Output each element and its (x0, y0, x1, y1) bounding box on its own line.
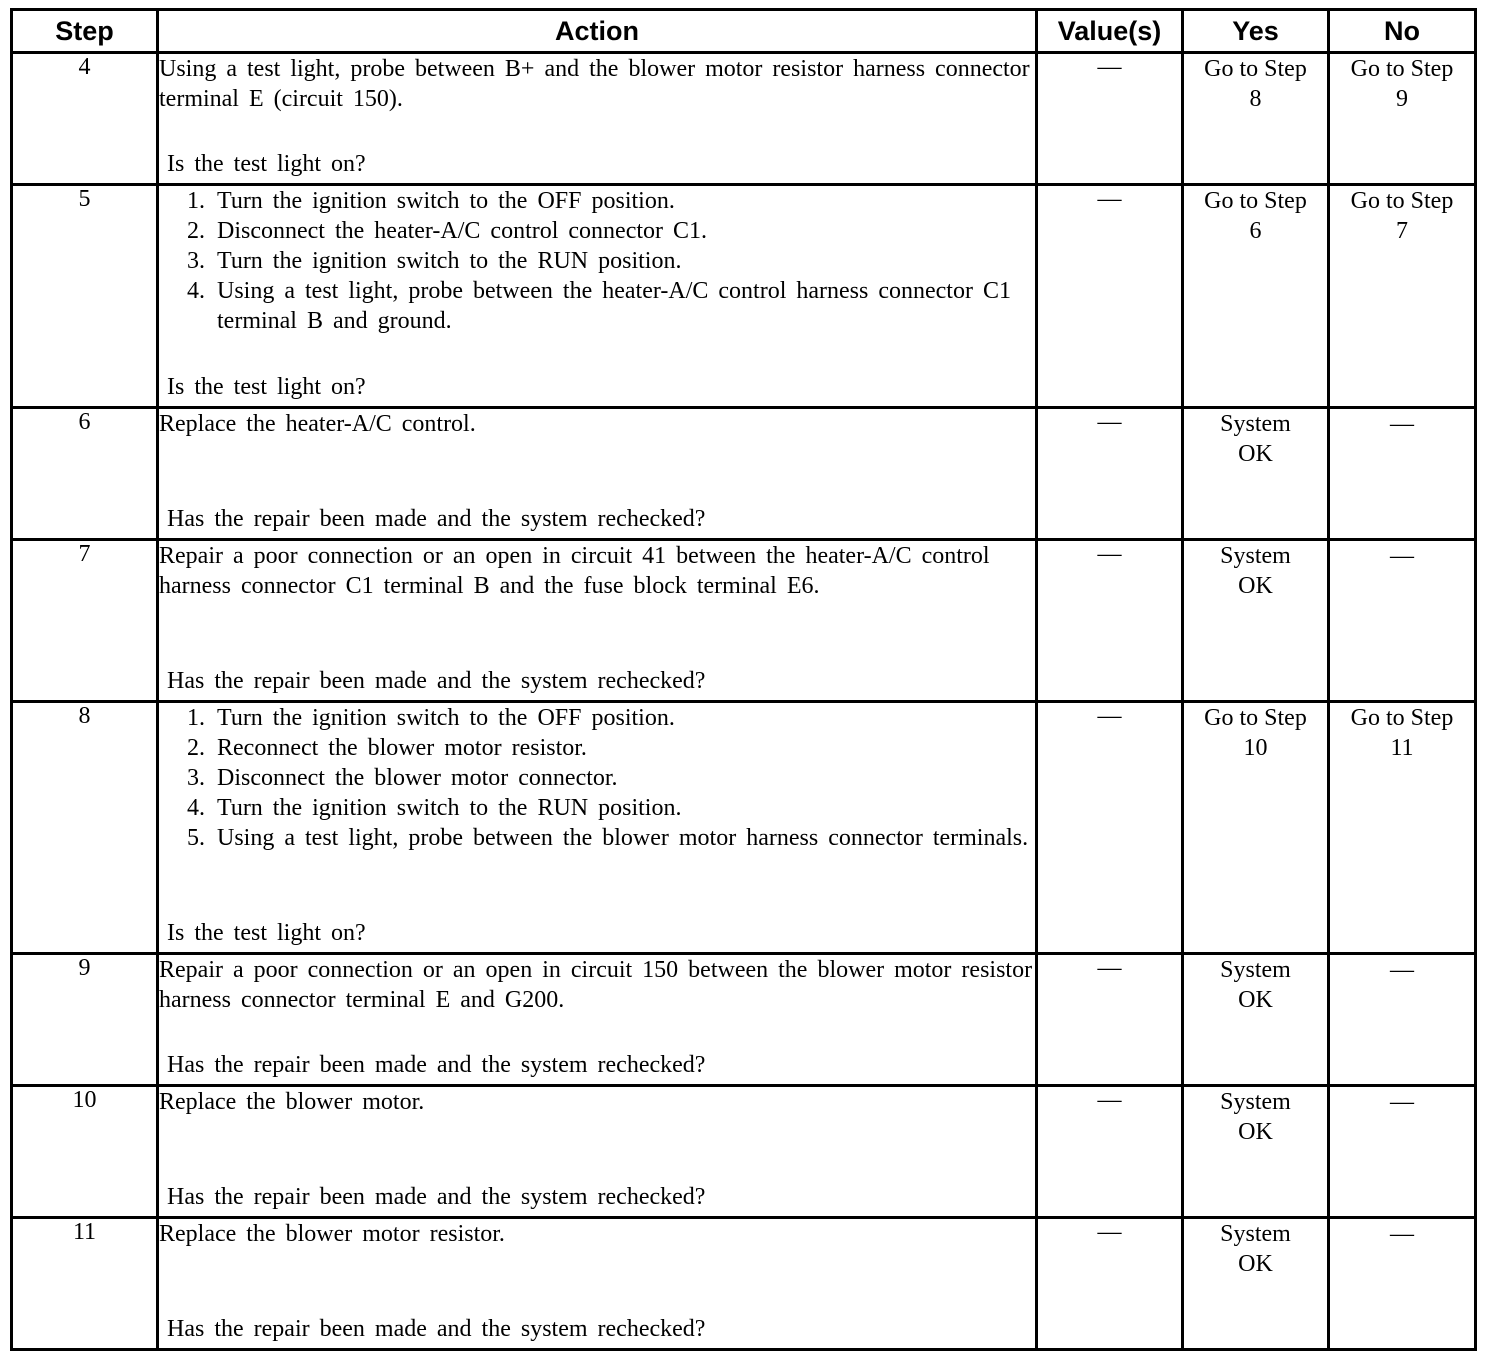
action-cell (158, 185, 1037, 408)
action-step-item: 2. Disconnect the heater-A/C control connector C1. (215, 216, 1035, 246)
yes-cell (1183, 408, 1329, 540)
action-question: Is the test light on? (167, 920, 366, 946)
table-row (12, 954, 1476, 1086)
value-cell: — (1037, 954, 1183, 1086)
yes-line: OK (1238, 573, 1273, 599)
action-step-item: 3. Turn the ignition switch to the RUN position. (215, 246, 1035, 276)
no-cell (1329, 540, 1476, 702)
no-line: 7 (1396, 218, 1408, 244)
value-cell: — (1037, 702, 1183, 954)
value-cell: — (1037, 185, 1183, 408)
header-step: Step (12, 10, 158, 53)
action-step-item: 5. Using a test light, probe between the blower motor harness connector terminals. (215, 823, 1035, 853)
yes-cell (1183, 954, 1329, 1086)
yes-line: Go to Step (1204, 188, 1307, 214)
yes-cell (1183, 53, 1329, 185)
table-row (12, 53, 1476, 185)
value-cell: — (1037, 408, 1183, 540)
action-cell (158, 702, 1037, 954)
table-row (12, 702, 1476, 954)
no-line: Go to Step (1350, 705, 1454, 731)
action-step-item: 1. Turn the ignition switch to the OFF position. (215, 186, 1035, 216)
action-step-item: 4. Turn the ignition switch to the RUN position. (215, 793, 1035, 823)
action-question: Has the repair been made and the system rechecked? (167, 1052, 706, 1078)
yes-line: System (1220, 1089, 1291, 1115)
no-cell (1329, 1086, 1476, 1218)
yes-cell (1183, 185, 1329, 408)
step-number: 7 (12, 540, 158, 702)
action-description: Repair a poor connection or an open in circuit 41 between the heater-A/C control harness connector C1 terminal B and the fuse block terminal E6. (159, 543, 990, 599)
action-question: Has the repair been made and the system rechecked? (167, 668, 706, 694)
header-yes: Yes (1183, 10, 1329, 53)
action-question: Is the test light on? (167, 151, 366, 177)
no-line: — (1390, 543, 1414, 569)
step-number: 11 (12, 1218, 158, 1350)
yes-line: 8 (1249, 86, 1262, 112)
no-line: — (1390, 957, 1414, 983)
no-cell (1329, 185, 1476, 408)
diagnostic-table (10, 8, 1477, 1351)
table-row (12, 540, 1476, 702)
value-cell: — (1037, 53, 1183, 185)
step-number: 5 (12, 185, 158, 408)
no-cell (1329, 53, 1476, 185)
yes-line: OK (1238, 441, 1273, 467)
value-cell: — (1037, 1086, 1183, 1218)
yes-line: System (1220, 543, 1291, 569)
action-step-item: 1. Turn the ignition switch to the OFF position. (215, 703, 1035, 733)
action-cell (158, 954, 1037, 1086)
table-row (12, 185, 1476, 408)
yes-line: OK (1238, 1119, 1273, 1145)
no-cell (1329, 954, 1476, 1086)
header-no: No (1329, 10, 1476, 53)
action-step-item: 4. Using a test light, probe between the heater-A/C control harness connector C1 terminal B and ground. (215, 276, 1035, 336)
table-row (12, 408, 1476, 540)
action-description: Repair a poor connection or an open in circuit 150 between the blower motor resistor harness connector terminal E and G200. (159, 957, 1033, 1013)
no-cell (1329, 408, 1476, 540)
action-question: Is the test light on? (167, 374, 366, 400)
action-cell (158, 540, 1037, 702)
value-cell: — (1037, 540, 1183, 702)
table-row (12, 1086, 1476, 1218)
action-description: Replace the heater-A/C control. (159, 411, 476, 437)
header-row (12, 10, 1476, 53)
yes-line: System (1220, 1221, 1291, 1247)
table-header (12, 10, 1476, 53)
action-cell (158, 1086, 1037, 1218)
action-question: Has the repair been made and the system rechecked? (167, 506, 706, 532)
yes-line: Go to Step (1204, 705, 1307, 731)
yes-line: OK (1238, 987, 1273, 1013)
yes-line: System (1220, 411, 1291, 437)
table-body (12, 53, 1476, 1350)
yes-line: OK (1238, 1251, 1273, 1277)
header-action: Action (158, 10, 1037, 53)
yes-cell (1183, 540, 1329, 702)
action-description: Replace the blower motor. (159, 1089, 425, 1115)
yes-line: System (1220, 957, 1291, 983)
action-cell (158, 53, 1037, 185)
step-number: 6 (12, 408, 158, 540)
table-row (12, 1218, 1476, 1350)
action-steps (159, 703, 1035, 853)
no-line: Go to Step (1350, 188, 1454, 214)
yes-line: Go to Step (1204, 56, 1307, 82)
action-cell (158, 408, 1037, 540)
no-line: — (1390, 411, 1414, 437)
step-number: 4 (12, 53, 158, 185)
no-line: 9 (1396, 86, 1408, 112)
no-line: — (1390, 1089, 1414, 1115)
yes-cell (1183, 702, 1329, 954)
yes-cell (1183, 1086, 1329, 1218)
action-step-item: 3. Disconnect the blower motor connector. (215, 763, 1035, 793)
no-line: 11 (1390, 735, 1414, 761)
no-line: Go to Step (1350, 56, 1454, 82)
action-description: Replace the blower motor resistor. (159, 1221, 505, 1247)
step-number: 8 (12, 702, 158, 954)
yes-line: 6 (1249, 218, 1262, 244)
action-step-item: 2. Reconnect the blower motor resistor. (215, 733, 1035, 763)
no-line: — (1390, 1221, 1414, 1247)
action-steps (159, 186, 1035, 336)
no-cell (1329, 1218, 1476, 1350)
action-question: Has the repair been made and the system rechecked? (167, 1184, 706, 1210)
yes-cell (1183, 1218, 1329, 1350)
header-values: Value(s) (1037, 10, 1183, 53)
action-description: Using a test light, probe between B+ and the blower motor resistor harness connector terminal E (circuit 150). (159, 56, 1030, 112)
action-cell (158, 1218, 1037, 1350)
no-cell (1329, 702, 1476, 954)
action-question: Has the repair been made and the system rechecked? (167, 1316, 706, 1342)
step-number: 9 (12, 954, 158, 1086)
yes-line: 10 (1243, 735, 1268, 761)
step-number: 10 (12, 1086, 158, 1218)
value-cell: — (1037, 1218, 1183, 1350)
